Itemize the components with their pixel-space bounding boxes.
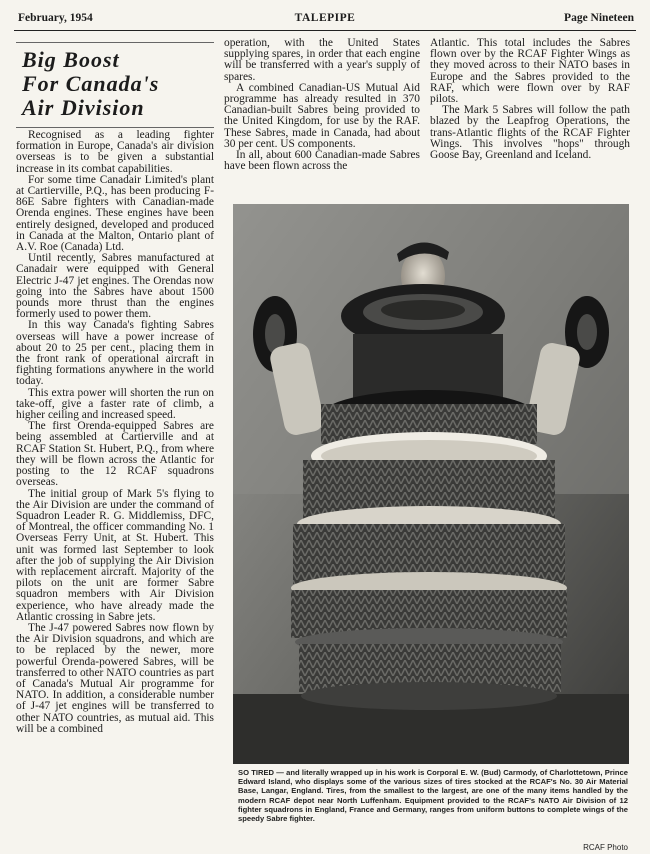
caption-lead: SO TIRED	[238, 768, 275, 777]
header-rule	[14, 30, 636, 31]
paragraph: Atlantic. This total includes the Sabres flown over by the RCAF Fighter Wings as they moved across to their NATO bases in Europe and the Sabres provided to the RAF, which were flown over by RAF pilots.	[430, 38, 630, 106]
paragraph: The first Orenda-equipped Sabres are being assembled at Cartierville and at RCAF Station St. Hubert, P.Q., from where they will be flown across the Atlantic for posting to the 12 RCAF squadrons overseas.	[16, 420, 214, 489]
paragraph: This extra power will shorten the run on take-off, give a faster rate of climb, a higher ceiling and increased speed.	[16, 386, 214, 422]
stacked-tires	[291, 390, 567, 710]
paragraph: operation, with the United States supplying spares, in order that each engine will be transferred with a year's supply of spares.	[224, 38, 420, 83]
paragraph: The Mark 5 Sabres will follow the path blazed by the Leapfrog Operations, the trans-Atlantic flights of the RCAF Fighter Wings. This involves "hops" through Goose Bay, Greenland and Iceland.	[430, 104, 630, 162]
headline-line: For Canada's	[22, 71, 160, 96]
paragraph: A combined Canadian-US Mutual Aid programme has already resulted in 370 Canadian-built Sabres being provided to the United Kingdom, for use by the RAF. These Sabres, made in Canada, had about 30 per cent. US components.	[224, 81, 420, 150]
paragraph: For some time Canadair Limited's plant at Cartierville, P.Q., has been producing F-86E Sabre fighters with Canadian-made Orenda engines. These engines have been entirely designed, developed and produced in Canada at the Malton, Ontario plant of A.V. Roe (Canada) Ltd.	[16, 173, 214, 254]
paragraph: Until recently, Sabres manufactured at Canadair were equipped with General Electric J-47 jet engines. The Orendas now going into the Sabres have about 1500 pounds more thrust than the engines formerly used to power them.	[16, 252, 214, 321]
paragraph: In this way Canada's fighting Sabres overseas will have a power increase of about 20 to 25 per cent., placing them in the front rank of operational aircraft in fighting formations anywhere in the world today.	[16, 319, 214, 388]
caption-body: — and literally wrapped up in his work is Corporal E. W. (Bud) Carmody, of Charlottetown, Prince Edward Island, who displays some of the various sizes of tires stocked at the RCAF's No. 30 Air Material Base, Langar, England. Tires, from the smallest to the largest, are one of the many items handled by the modern RCAF depot near North Luffenham. Equipment provided to the RCAF's NATO Air Division of 12 fighter squadrons in England, France and Germany, ranges from uniform buttons to complete wings of the speedy Sabre fighter.	[238, 768, 628, 824]
article-column-3	[430, 38, 630, 188]
photo-credit: RCAF Photo	[583, 843, 628, 852]
headline-line: Air Division	[22, 95, 145, 120]
page-header	[14, 10, 636, 28]
tire-stack-photo	[233, 204, 629, 764]
photo-illustration	[233, 204, 629, 764]
paragraph: Recognised as a leading fighter formation in Europe, Canada's air division overseas is to be given a substantial increase in its combat capabilities.	[16, 130, 214, 175]
article-column-2	[224, 38, 420, 188]
article-headline	[22, 48, 212, 120]
paragraph: The J-47 powered Sabres now flown by the Air Division squadrons, and which are to be replaced by the newer, more powerful Orenda-powered Sabres, will be transferred to other NATO countries as part of Canada's Mutual Air programme for NATO. In addition, a considerable number of J-47 jet engines will be transferred to other NATO countries, as mutual aid. This will be a combined	[16, 621, 214, 735]
paragraph: In all, about 600 Canadian-made Sabres have been flown across the	[224, 149, 420, 173]
paragraph: The initial group of Mark 5's flying to the Air Division are under the command of Squadron Leader R. G. Middlemiss, DFC, of Montreal, the officer commanding No. 1 Overseas Ferry Unit, at St. Hubert. This unit was formed last September to look after the job of supplying the Air Division with replacement aircraft. Majority of the pilots on the unit are former Sabre squadron members with Air Division experience, who have already made the Atlantic crossing in Sabre jets.	[16, 487, 214, 623]
page-number: Page Nineteen	[564, 12, 634, 24]
publication-title: TALEPIPE	[294, 12, 356, 24]
headline-line: Big Boost	[22, 47, 120, 72]
article-column-1	[16, 130, 214, 844]
photo-caption	[238, 768, 628, 823]
issue-date: February, 1954	[18, 12, 93, 24]
